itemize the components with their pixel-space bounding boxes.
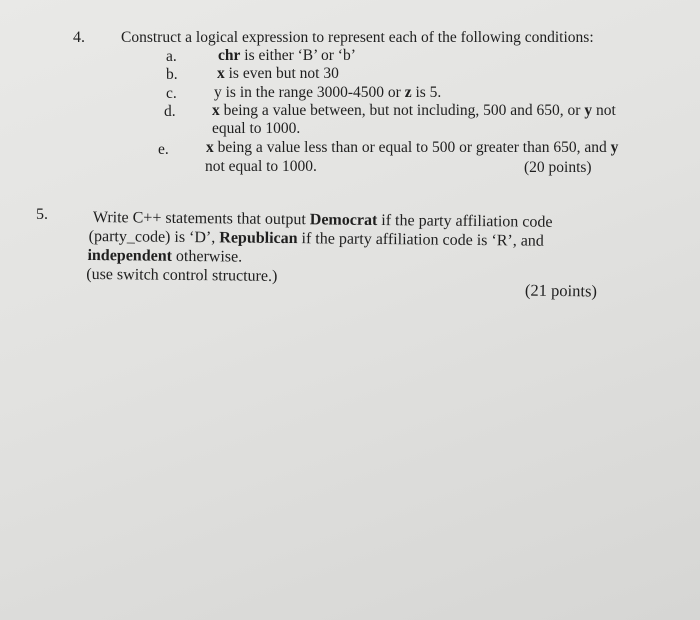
q5-line3: independent otherwise. — [87, 246, 243, 266]
q5-independent: independent — [87, 246, 173, 265]
q4-item-d-var2: y — [584, 102, 593, 119]
q4-item-d-var: x — [212, 102, 220, 119]
q5-line4: (use switch control structure.) — [86, 265, 278, 285]
q4-item-d-line2: equal to 1000. — [212, 120, 301, 137]
q5-line1: Write C++ statements that output Democrat if the party affiliation code — [92, 208, 553, 231]
q4-item-d-letter: d. — [164, 103, 176, 120]
q4-item-b-var: x — [217, 65, 225, 82]
q4-item-e-line2: not equal to 1000. — [205, 158, 317, 175]
q4-item-e-var2: y — [610, 139, 619, 156]
q4-item-c-var: z — [404, 84, 412, 101]
q4-item-c-letter: c. — [166, 85, 177, 102]
q4-item-a-text: chr is either ‘B’ or ‘b’ — [218, 47, 356, 64]
q5-republican: Republican — [219, 229, 298, 248]
q4-item-b-text: x is even but not 30 — [217, 65, 339, 82]
q5-number: 5. — [36, 206, 48, 223]
q4-item-d-text: x being a value between, but not including, 500 and 650, or y not — [212, 102, 616, 119]
q4-item-e-text: x being a value less than or equal to 500 or greater than 650, and y — [206, 139, 619, 156]
q5-democrat: Democrat — [309, 211, 378, 229]
q4-number: 4. — [73, 29, 85, 46]
q4-item-b-letter: b. — [166, 66, 178, 83]
q4-prompt: Construct a logical expression to represent each of the following conditions: — [121, 29, 594, 46]
q4-item-a-var: chr — [218, 47, 241, 64]
q4-item-c-text: y is in the range 3000-4500 or z is 5. — [214, 84, 442, 101]
q5-line2: (party_code) is ‘D’, Republican if the party affiliation code is ‘R’, and — [88, 227, 544, 250]
q4-item-a-letter: a. — [166, 48, 177, 65]
q5-points: (21 points) — [524, 280, 598, 301]
q4-points: (20 points) — [524, 159, 592, 176]
q4-item-e-var: x — [206, 139, 214, 156]
q4-item-e-letter: e. — [158, 141, 169, 158]
q5-body — [86, 208, 553, 289]
